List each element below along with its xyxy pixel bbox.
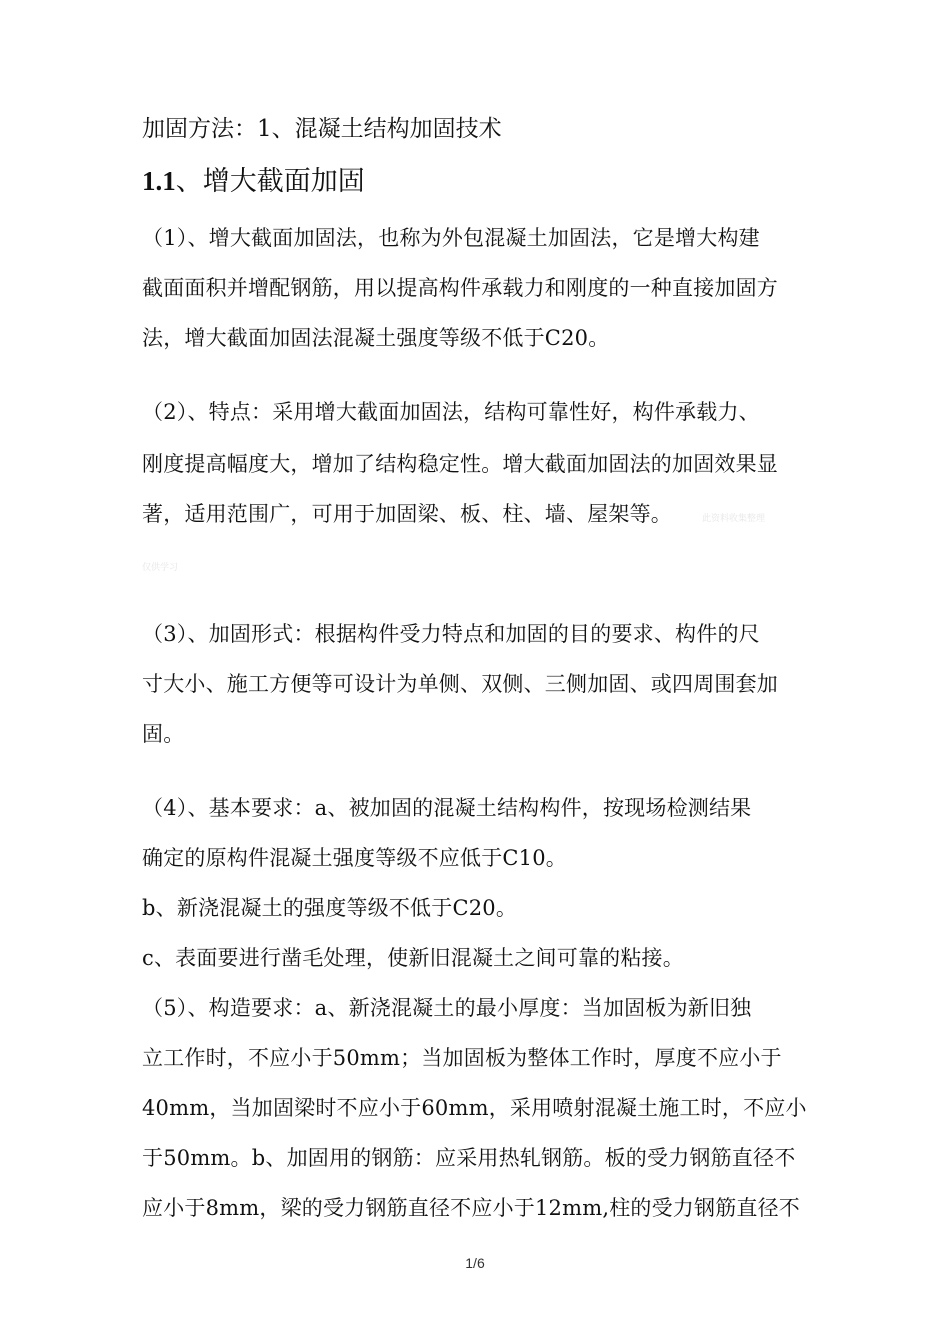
paragraph-line: 于50mm。b、加固用的钢筋：应采用热轧钢筋。板的受力钢筋直径不 xyxy=(142,1146,796,1170)
paragraph-line: （5）、构造要求：a、新浇混凝土的最小厚度：当加固板为新旧独 xyxy=(142,996,752,1020)
paragraph-line: 固。 xyxy=(142,722,185,746)
paragraph-line: 寸大小、施工方便等可设计为单侧、双侧、三侧加固、或四周围套加 xyxy=(142,672,778,696)
paragraph-line: 截面面积并增配钢筋，用以提高构件承载力和刚度的一种直接加固方 xyxy=(142,276,778,300)
paragraph-line: （3）、加固形式：根据构件受力特点和加固的目的要求、构件的尺 xyxy=(142,622,760,646)
paragraph-line: （1）、增大截面加固法，也称为外包混凝土加固法，它是增大构建 xyxy=(142,226,760,250)
paragraph-line: （4）、基本要求：a、被加固的混凝土结构构件，按现场检测结果 xyxy=(142,796,752,820)
page-number: 1/6 xyxy=(465,1255,485,1271)
section-number: 1.1 xyxy=(142,166,176,196)
faint-watermark-text: 仅供学习 xyxy=(142,563,179,573)
paragraph-line: （2）、特点：采用增大截面加固法，结构可靠性好，构件承载力、 xyxy=(142,400,760,424)
faint-watermark-text: 此资料收集整理 xyxy=(702,514,766,524)
paragraph-line: c、表面要进行凿毛处理，使新旧混凝土之间可靠的粘接。 xyxy=(142,946,684,970)
paragraph-line: 立工作时，不应小于50mm；当加固板为整体工作时，厚度不应小于 xyxy=(142,1046,782,1070)
paragraph-line: b、新浇混凝土的强度等级不低于C20。 xyxy=(142,896,518,920)
paragraph-line: 40mm，当加固梁时不应小于60mm，采用喷射混凝土施工时，不应小 xyxy=(142,1096,807,1120)
section-heading xyxy=(142,164,365,199)
paragraph-line: 法，增大截面加固法混凝土强度等级不低于C20。 xyxy=(142,326,610,350)
paragraph-line: 著，适用范围广，可用于加固梁、板、柱、墙、屋架等。 xyxy=(142,502,672,526)
paragraph-line: 刚度提高幅度大，增加了结构稳定性。增大截面加固法的加固效果显 xyxy=(142,452,778,476)
paragraph-line: 应小于8mm，梁的受力钢筋直径不应小于12mm,柱的受力钢筋直径不 xyxy=(142,1196,801,1220)
section-title: 、增大截面加固 xyxy=(175,166,365,197)
heading-method: 加固方法：1、混凝土结构加固技术 xyxy=(142,116,502,142)
paragraph-line: 确定的原构件混凝土强度等级不应低于C10。 xyxy=(142,846,567,870)
